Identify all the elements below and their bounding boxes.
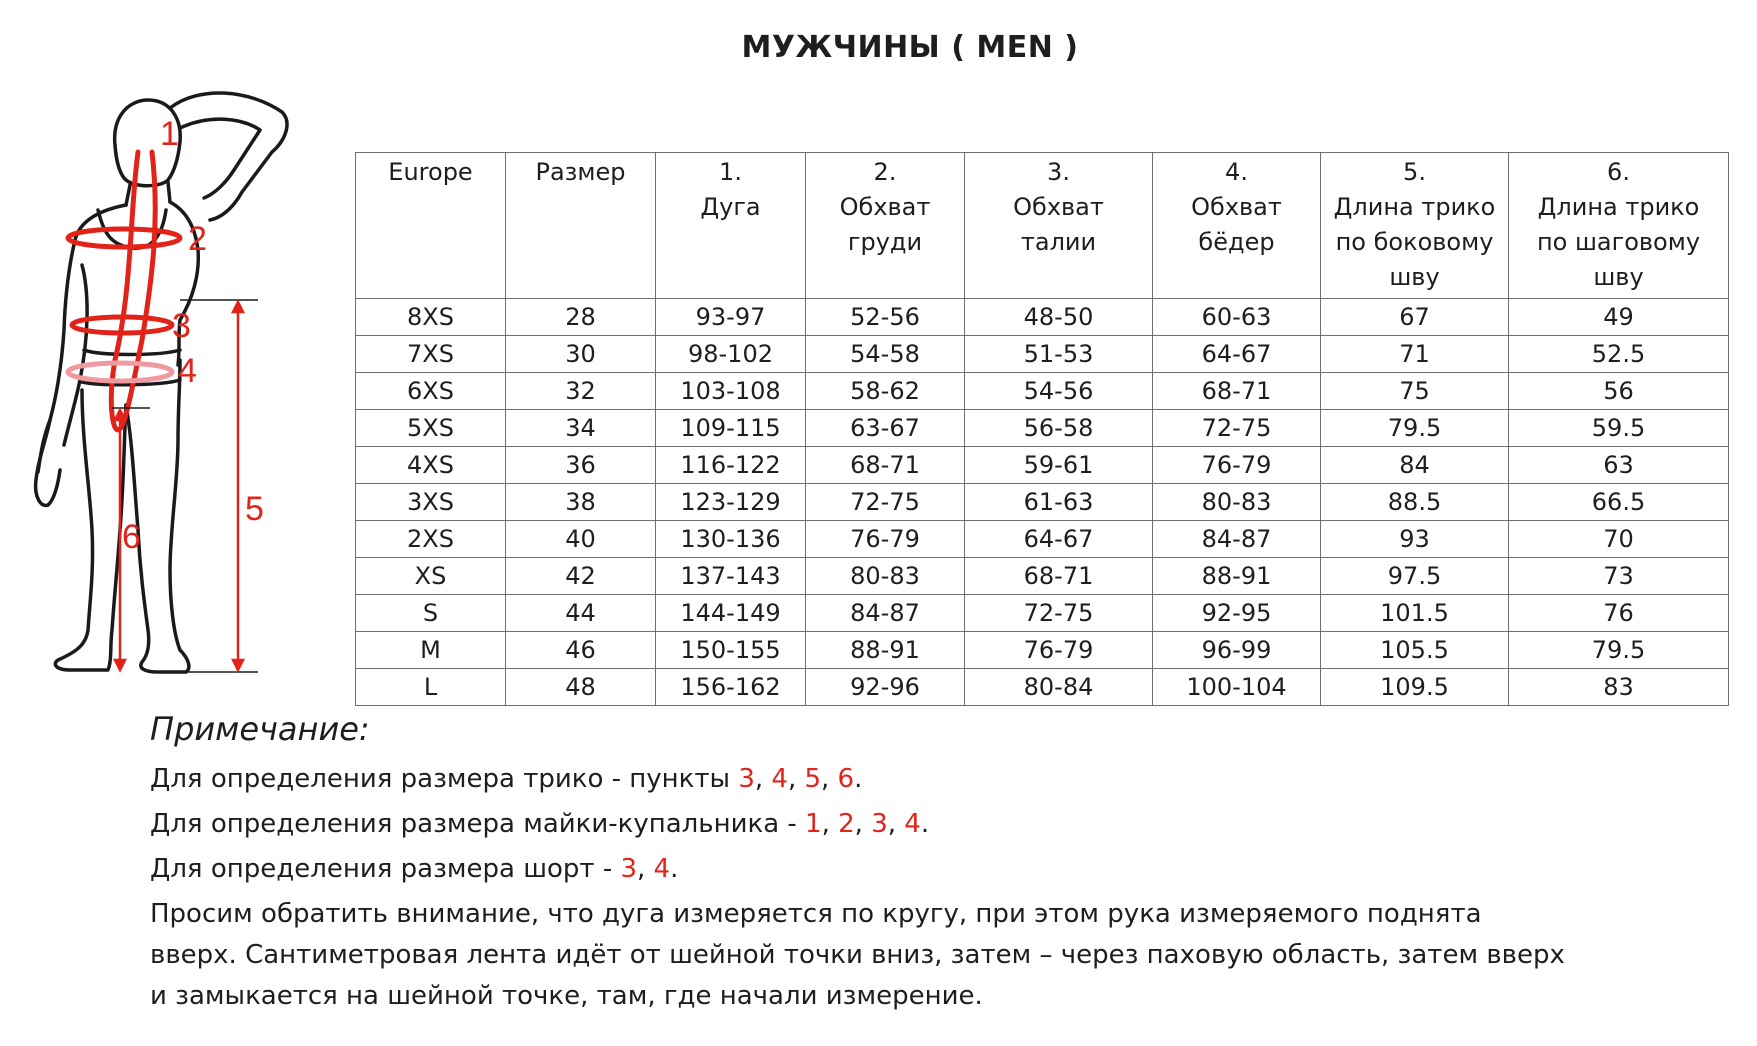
table-cell: 49 [1509, 299, 1729, 336]
table-cell: 5XS [356, 410, 506, 447]
column-header-line: Длина трико [1537, 193, 1700, 221]
table-cell: 7XS [356, 336, 506, 373]
note-point-number: 4 [904, 809, 921, 839]
table-cell: 76-79 [1153, 447, 1321, 484]
table-cell: 70 [1509, 521, 1729, 558]
column-header-line: по шаговому [1536, 228, 1701, 256]
table-cell: S [356, 595, 506, 632]
table-cell: 88.5 [1321, 484, 1509, 521]
column-header-line: 4. [1225, 158, 1248, 186]
notes-lines [150, 757, 1565, 892]
table-cell: 51-53 [965, 336, 1153, 373]
table-cell: 52.5 [1509, 336, 1729, 373]
note-line-text: Для определения размера шорт - [150, 854, 621, 884]
table-cell: 4XS [356, 447, 506, 484]
table-cell: 61-63 [965, 484, 1153, 521]
notes-paragraph-line: вверх. Сантиметровая лента идёт от шейной точки вниз, затем – через паховую область, затем вверх [150, 940, 1565, 970]
column-header [1509, 153, 1729, 299]
table-cell: 72-75 [806, 484, 965, 521]
note-line-text: Для определения размера трико - пункты [150, 764, 739, 794]
column-header-line: Размер [535, 158, 626, 186]
table-cell: 100-104 [1153, 669, 1321, 706]
label-3: 3 [172, 307, 191, 345]
table-cell: 92-95 [1153, 595, 1321, 632]
column-header-line: Дуга [700, 193, 761, 221]
table-row [356, 299, 1729, 336]
column-header-line: шву [1593, 263, 1644, 291]
note-line: Для определения размера трико - пункты 3, 4, 5, 6. [150, 764, 863, 794]
note-line-text: Для определения размера майки-купальника - [150, 809, 806, 839]
table-row [356, 373, 1729, 410]
table-cell: 156-162 [656, 669, 806, 706]
notes-section [150, 704, 1565, 1017]
arc-measure-line [111, 152, 155, 430]
table-cell: 73 [1509, 558, 1729, 595]
column-header [1153, 153, 1321, 299]
body-outline [36, 93, 287, 672]
column-header-line: шву [1389, 263, 1440, 291]
table-cell: 116-122 [656, 447, 806, 484]
table-cell: 66.5 [1509, 484, 1729, 521]
table-body [356, 299, 1729, 706]
column-header [1321, 153, 1509, 299]
note-point-number: 6 [837, 764, 855, 794]
column-header [506, 153, 656, 299]
column-header-line: Обхват [1191, 193, 1282, 221]
table-cell: 109-115 [656, 410, 806, 447]
table-cell: 93 [1321, 521, 1509, 558]
table-cell: 150-155 [656, 632, 806, 669]
table-cell: 105.5 [1321, 632, 1509, 669]
table-cell: 93-97 [656, 299, 806, 336]
table-row [356, 632, 1729, 669]
table-cell: 72-75 [1153, 410, 1321, 447]
table-cell: 80-83 [806, 558, 965, 595]
table-row [356, 410, 1729, 447]
table-cell: 54-58 [806, 336, 965, 373]
table-cell: 8XS [356, 299, 506, 336]
table-cell: 28 [506, 299, 656, 336]
table-cell: 56 [1509, 373, 1729, 410]
table-cell: 71 [1321, 336, 1509, 373]
body-measurement-figure [20, 60, 320, 700]
column-header-line: 2. [873, 158, 897, 186]
table-cell: 60-63 [1153, 299, 1321, 336]
table-cell: 42 [506, 558, 656, 595]
note-point-number: 3 [738, 764, 755, 794]
column-header-line: 5. [1403, 158, 1426, 186]
table-row [356, 484, 1729, 521]
note-point-number: 2 [838, 809, 855, 839]
column-header-line: Обхват [1013, 193, 1104, 221]
table-cell: 98-102 [656, 336, 806, 373]
column-header [806, 153, 965, 299]
table-cell: L [356, 669, 506, 706]
table-cell: 68-71 [1153, 373, 1321, 410]
column-header-line: бёдер [1198, 228, 1275, 256]
notes-title: Примечание: [150, 710, 370, 748]
hips-measure-line [68, 363, 172, 381]
table-cell: 48-50 [965, 299, 1153, 336]
table-cell: 58-62 [806, 373, 965, 410]
table-cell: 79.5 [1509, 632, 1729, 669]
chest-measure-line [68, 229, 180, 247]
table-cell: 34 [506, 410, 656, 447]
table-cell: 48 [506, 669, 656, 706]
table-cell: 92-96 [806, 669, 965, 706]
notes-paragraph-line: Просим обратить внимание, что дуга измеряется по кругу, при этом рука измеряемого поднята [150, 899, 1482, 929]
table-cell: 32 [506, 373, 656, 410]
table-row [356, 595, 1729, 632]
note-line: Для определения размера шорт - 3, 4. [150, 854, 679, 884]
table-cell: 83 [1509, 669, 1729, 706]
table-cell: 36 [506, 447, 656, 484]
column-header-line: груди [847, 228, 923, 256]
table-cell: 144-149 [656, 595, 806, 632]
table-cell: 96-99 [1153, 632, 1321, 669]
table-cell: 64-67 [1153, 336, 1321, 373]
note-point-number: 5 [804, 764, 822, 794]
label-5: 5 [245, 490, 264, 528]
table-cell: 38 [506, 484, 656, 521]
table-cell: 6XS [356, 373, 506, 410]
table-cell: M [356, 632, 506, 669]
table-cell: 72-75 [965, 595, 1153, 632]
column-header-line: Длина трико [1333, 193, 1496, 221]
table-cell: 64-67 [965, 521, 1153, 558]
table-cell: 30 [506, 336, 656, 373]
table-cell: 130-136 [656, 521, 806, 558]
table-cell: XS [356, 558, 506, 595]
notes-paragraph-line: и замыкается на шейной точке, там, где начали измерение. [150, 981, 983, 1011]
table-cell: 76-79 [965, 632, 1153, 669]
table-cell: 63-67 [806, 410, 965, 447]
table-cell: 88-91 [806, 632, 965, 669]
table-cell: 68-71 [806, 447, 965, 484]
table-cell: 3XS [356, 484, 506, 521]
table-cell: 76-79 [806, 521, 965, 558]
table-cell: 2XS [356, 521, 506, 558]
table-row [356, 669, 1729, 706]
note-point-number: 3 [871, 809, 888, 839]
note-point-number: 4 [771, 764, 788, 794]
column-header [965, 153, 1153, 299]
table-row [356, 336, 1729, 373]
table-cell: 75 [1321, 373, 1509, 410]
table-row [356, 447, 1729, 484]
table-cell: 79.5 [1321, 410, 1509, 447]
table-cell: 56-58 [965, 410, 1153, 447]
column-header-line: Europe [388, 158, 473, 186]
note-line: Для определения размера майки-купальника - 1, 2, 3, 4. [150, 809, 930, 839]
table-cell: 59.5 [1509, 410, 1729, 447]
note-point-number: 1 [805, 809, 822, 839]
page-title: МУЖЧИНЫ ( MEN ) [741, 30, 1079, 65]
table-cell: 40 [506, 521, 656, 558]
table-cell: 84-87 [806, 595, 965, 632]
table-cell: 123-129 [656, 484, 806, 521]
table-cell: 76 [1509, 595, 1729, 632]
table-cell: 88-91 [1153, 558, 1321, 595]
table-cell: 80-84 [965, 669, 1153, 706]
column-header [356, 153, 506, 299]
table-header-row [356, 153, 1729, 299]
table-cell: 67 [1321, 299, 1509, 336]
table-cell: 68-71 [965, 558, 1153, 595]
table-cell: 63 [1509, 447, 1729, 484]
table-cell: 109.5 [1321, 669, 1509, 706]
label-4: 4 [178, 352, 197, 390]
size-table [355, 152, 1729, 706]
column-header-line: талии [1020, 228, 1097, 256]
table-cell: 137-143 [656, 558, 806, 595]
table-cell: 59-61 [965, 447, 1153, 484]
table-cell: 101.5 [1321, 595, 1509, 632]
table-cell: 84-87 [1153, 521, 1321, 558]
table-cell: 44 [506, 595, 656, 632]
note-point-number: 4 [653, 854, 671, 884]
table-row [356, 521, 1729, 558]
label-2: 2 [188, 220, 207, 258]
column-header-line: по боковому [1335, 228, 1494, 256]
label-6: 6 [122, 518, 141, 556]
note-point-number: 3 [620, 854, 638, 884]
column-header [656, 153, 806, 299]
notes-paragraph [150, 894, 1565, 1017]
column-header-line: Обхват [839, 193, 931, 221]
column-header-line: 3. [1047, 158, 1070, 186]
column-header-line: 6. [1607, 158, 1630, 186]
label-1: 1 [160, 115, 179, 153]
column-header-line: 1. [719, 158, 742, 186]
table-cell: 52-56 [806, 299, 965, 336]
table-cell: 46 [506, 632, 656, 669]
table-cell: 80-83 [1153, 484, 1321, 521]
table-cell: 84 [1321, 447, 1509, 484]
table-cell: 97.5 [1321, 558, 1509, 595]
table-cell: 54-56 [965, 373, 1153, 410]
table-cell: 103-108 [656, 373, 806, 410]
table-row [356, 558, 1729, 595]
